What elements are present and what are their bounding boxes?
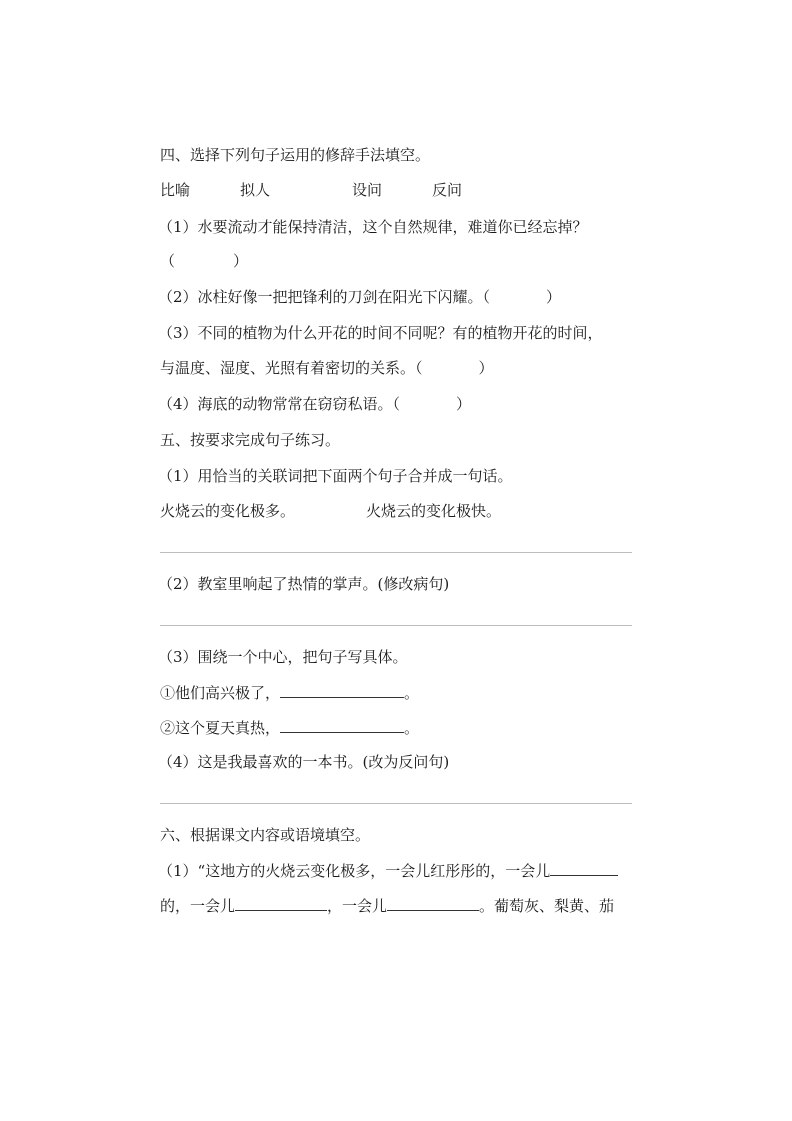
- q4-3-line2[interactable]: [160, 358, 494, 378]
- section-4-title: 四、选择下列句子运用的修辞手法填空。: [160, 146, 431, 164]
- option-rhetorical-question: 设问: [352, 181, 383, 199]
- q5-1-sentence-2: 火烧云的变化极快。: [366, 502, 502, 520]
- fill-blank[interactable]: [280, 718, 404, 733]
- q5-1-sentence-1: 火烧云的变化极多。: [160, 502, 296, 520]
- q6-1-text: （1）“这地方的火烧云变化极多，一会儿红彤彤的，一会儿: [158, 862, 551, 880]
- q6-1-line1: [158, 861, 618, 881]
- option-personification: 拟人: [240, 181, 271, 199]
- paren-close: ）: [456, 395, 472, 413]
- fill-blank[interactable]: [387, 896, 479, 911]
- q5-1-text: （1）用恰当的关联词把下面两个句子合并成一句话。: [158, 467, 513, 485]
- paren-close: ）: [478, 359, 494, 377]
- q5-3-text: （3）围绕一个中心，把句子写具体。: [158, 648, 408, 666]
- rhetoric-options: [160, 180, 632, 200]
- q5-3-b: [160, 718, 419, 738]
- option-counter-question: 反问: [432, 181, 463, 199]
- q6-1-text-b: ，一会儿: [327, 897, 388, 915]
- answer-line-3[interactable]: [160, 803, 632, 804]
- q4-1-text: （1）水要流动才能保持清洁，这个自然规律，难道你已经忘掉？: [158, 218, 588, 236]
- fill-blank[interactable]: [550, 861, 618, 876]
- answer-line-2[interactable]: [160, 625, 632, 626]
- q5-3-b-end: 。: [404, 719, 420, 737]
- option-metaphor: 比喻: [160, 181, 191, 199]
- q4-3-line1: （3）不同的植物为什么开花的时间不同呢？有的植物开花的时间，: [158, 324, 603, 342]
- q5-3-a: [160, 683, 419, 703]
- q4-4-text[interactable]: [158, 394, 471, 414]
- answer-line-1[interactable]: [160, 552, 632, 553]
- section-5-title: 五、按要求完成句子练习。: [160, 431, 341, 449]
- q6-1-text-c: 。葡萄灰、梨黄、茄: [479, 897, 615, 915]
- q5-3-b-prefix: ②这个夏天真热，: [160, 719, 281, 737]
- q4-3-sentence: 与温度、湿度、光照有着密切的关系。（: [160, 359, 423, 377]
- q6-1-line2: [160, 896, 614, 916]
- paren-close: ）: [233, 252, 249, 270]
- q6-1-text-a: 的，一会儿: [160, 897, 236, 915]
- q5-3-a-end: 。: [404, 684, 420, 702]
- q4-2-text[interactable]: [158, 287, 561, 307]
- q5-4-text: （4）这是我最喜欢的一本书。(改为反问句): [158, 753, 450, 771]
- q5-3-a-prefix: ①他们高兴极了，: [160, 684, 281, 702]
- section-6-title: 六、根据课文内容或语境填空。: [160, 826, 371, 844]
- fill-blank[interactable]: [280, 683, 404, 698]
- fill-blank[interactable]: [235, 896, 327, 911]
- q4-1-answer[interactable]: [160, 251, 248, 271]
- paren-close: ）: [546, 288, 562, 306]
- q5-2-text: （2）教室里响起了热情的掌声。(修改病句): [158, 575, 450, 593]
- q4-4-sentence: （4）海底的动物常常在窃窃私语。（: [158, 395, 401, 413]
- paren-open: （: [160, 252, 176, 270]
- q4-2-sentence: （2）冰柱好像一把把锋利的刀剑在阳光下闪耀。（: [158, 288, 491, 306]
